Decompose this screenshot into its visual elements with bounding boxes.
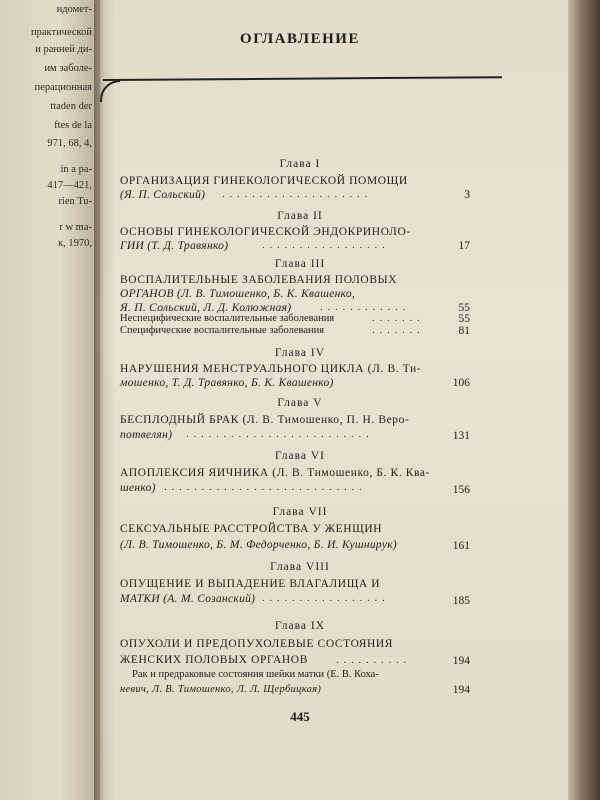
chapter-title: БЕСПЛОДНЫЙ БРАК (Л. В. Тимошенко, П. Н. Веро- [120, 414, 410, 426]
subsection-page: 55 [458, 313, 470, 325]
subsection-page: 194 [452, 684, 470, 696]
chapter-label: Глава IX [274, 620, 326, 632]
left-page-line: 971, 68, 4, [47, 138, 92, 149]
left-page-line: r w ma- [59, 222, 92, 233]
chapter-authors: (Я. П. Сольский) [120, 189, 206, 201]
chapter-page: 55 [458, 302, 470, 314]
chapter-title: СЕКСУАЛЬНЫЕ РАССТРОЙСТВА У ЖЕНЩИН [120, 523, 383, 535]
chapter-page: 161 [452, 540, 470, 552]
subsection-authors: невич, Л. В. Тимошенко, Л. Л. Щербицкая) [120, 684, 322, 695]
chapter-page: 106 [452, 377, 470, 389]
chapter-title: ОПУЩЕНИЕ И ВЫПАДЕНИЕ ВЛАГАЛИЩА И [120, 578, 381, 590]
left-page-line: к, 1970, [58, 238, 92, 249]
page-title: ОГЛАВЛЕНИЕ [240, 31, 360, 47]
chapter-authors: потвелян) [120, 429, 173, 441]
subsection-page: 81 [458, 325, 470, 337]
page-number: 445 [290, 709, 310, 724]
left-page-line: ttaden der [50, 101, 92, 112]
chapter-title: ВОСПАЛИТЕЛЬНЫЕ ЗАБОЛЕВАНИЯ ПОЛОВЫХ [120, 274, 398, 286]
left-page-line: практической [30, 27, 92, 38]
chapter-authors: ОРГАНОВ (Л. В. Тимошенко, Б. К. Квашенко, [120, 288, 356, 300]
leader-dots: . . . . . . . . . . . . [320, 301, 407, 313]
left-page-line: перационная [34, 82, 92, 93]
leader-dots: . . . . . . . . . . [336, 654, 408, 666]
chapter-label: Глава VII [272, 506, 328, 518]
chapter-page: 194 [452, 655, 470, 667]
chapter-label: Глава VIII [270, 561, 330, 573]
leader-dots: . . . . . . . . . . . . . . . . . . . . [222, 188, 369, 200]
chapter-authors: мошенко, Т. Д. Травянко, Б. К. Квашенко) [120, 377, 334, 389]
leader-dots: . . . . . . . . . . . . . . . . . . . . . . . . . [186, 428, 370, 440]
chapter-label: Глава V [277, 397, 323, 409]
chapter-page: 156 [452, 484, 470, 496]
chapter-page: 185 [452, 595, 470, 607]
chapter-page: 17 [458, 240, 470, 252]
left-page-line: ндомет- [56, 4, 92, 15]
leader-dots: . . . . . . . [372, 324, 421, 336]
chapter-page: 131 [452, 430, 470, 442]
chapter-title: ОРГАНИЗАЦИЯ ГИНЕКОЛОГИЧЕСКОЙ ПОМОЩИ [120, 175, 408, 187]
chapter-label: Глава VI [274, 450, 326, 462]
chapter-label: Глава IV [274, 347, 326, 359]
subsection-title: Неспецифические воспалительные заболевания [120, 313, 335, 324]
leader-dots: . . . . . . . . . . . . . . . . . [262, 239, 386, 251]
chapter-authors: ГИИ (Т. Д. Травянко) [120, 240, 229, 252]
leader-dots: . . . . . . . . . . . . . . . . . . . . . . . . . . . [164, 481, 363, 493]
chapter-label: Глава I [279, 158, 321, 170]
chapter-title: ЖЕНСКИХ ПОЛОВЫХ ОРГАНОВ [120, 654, 308, 666]
left-page-line: ftes de la [54, 120, 92, 131]
chapter-label: Глава III [274, 258, 326, 270]
left-page-line: in a pa- [60, 164, 92, 175]
chapter-authors: (Л. В. Тимошенко, Б. М. Федорченко, Б. И. Кушнирук) [120, 539, 398, 551]
chapter-label: Глава II [277, 210, 323, 222]
chapter-title: ОСНОВЫ ГИНЕКОЛОГИЧЕСКОЙ ЭНДОКРИНОЛО- [120, 226, 411, 238]
chapter-authors: МАТКИ (А. М. Созанский) [120, 593, 256, 605]
chapter-authors: шенко) [120, 482, 156, 494]
chapter-title: НАРУШЕНИЯ МЕНСТРУАЛЬНОГО ЦИКЛА (Л. В. Ти- [120, 363, 422, 375]
leader-dots: . . . . . . . . . . . . . . . . . [262, 592, 386, 604]
leader-dots: . . . . . . . [372, 312, 421, 324]
subsection-title: Рак и предраковые состояния шейки матки (Е. В. Коха- [132, 669, 379, 680]
subsection-title: Специфические воспалительные заболевания [120, 325, 325, 336]
chapter-authors: Я. П. Сольский, Л. Д. Колюжная) [120, 302, 292, 314]
chapter-page: 3 [464, 189, 470, 201]
chapter-title: АПОПЛЕКСИЯ ЯИЧНИКА (Л. В. Тимошенко, Б. К. Ква- [120, 467, 431, 479]
left-page-line: и ранней ди- [35, 44, 92, 55]
chapter-title: ОПУХОЛИ И ПРЕДОПУХОЛЕВЫЕ СОСТОЯНИЯ [120, 638, 394, 650]
left-page-line: rien Tu- [58, 196, 92, 207]
left-page-line: 417—421, [47, 180, 92, 191]
left-page-line: им заболе- [44, 63, 92, 74]
